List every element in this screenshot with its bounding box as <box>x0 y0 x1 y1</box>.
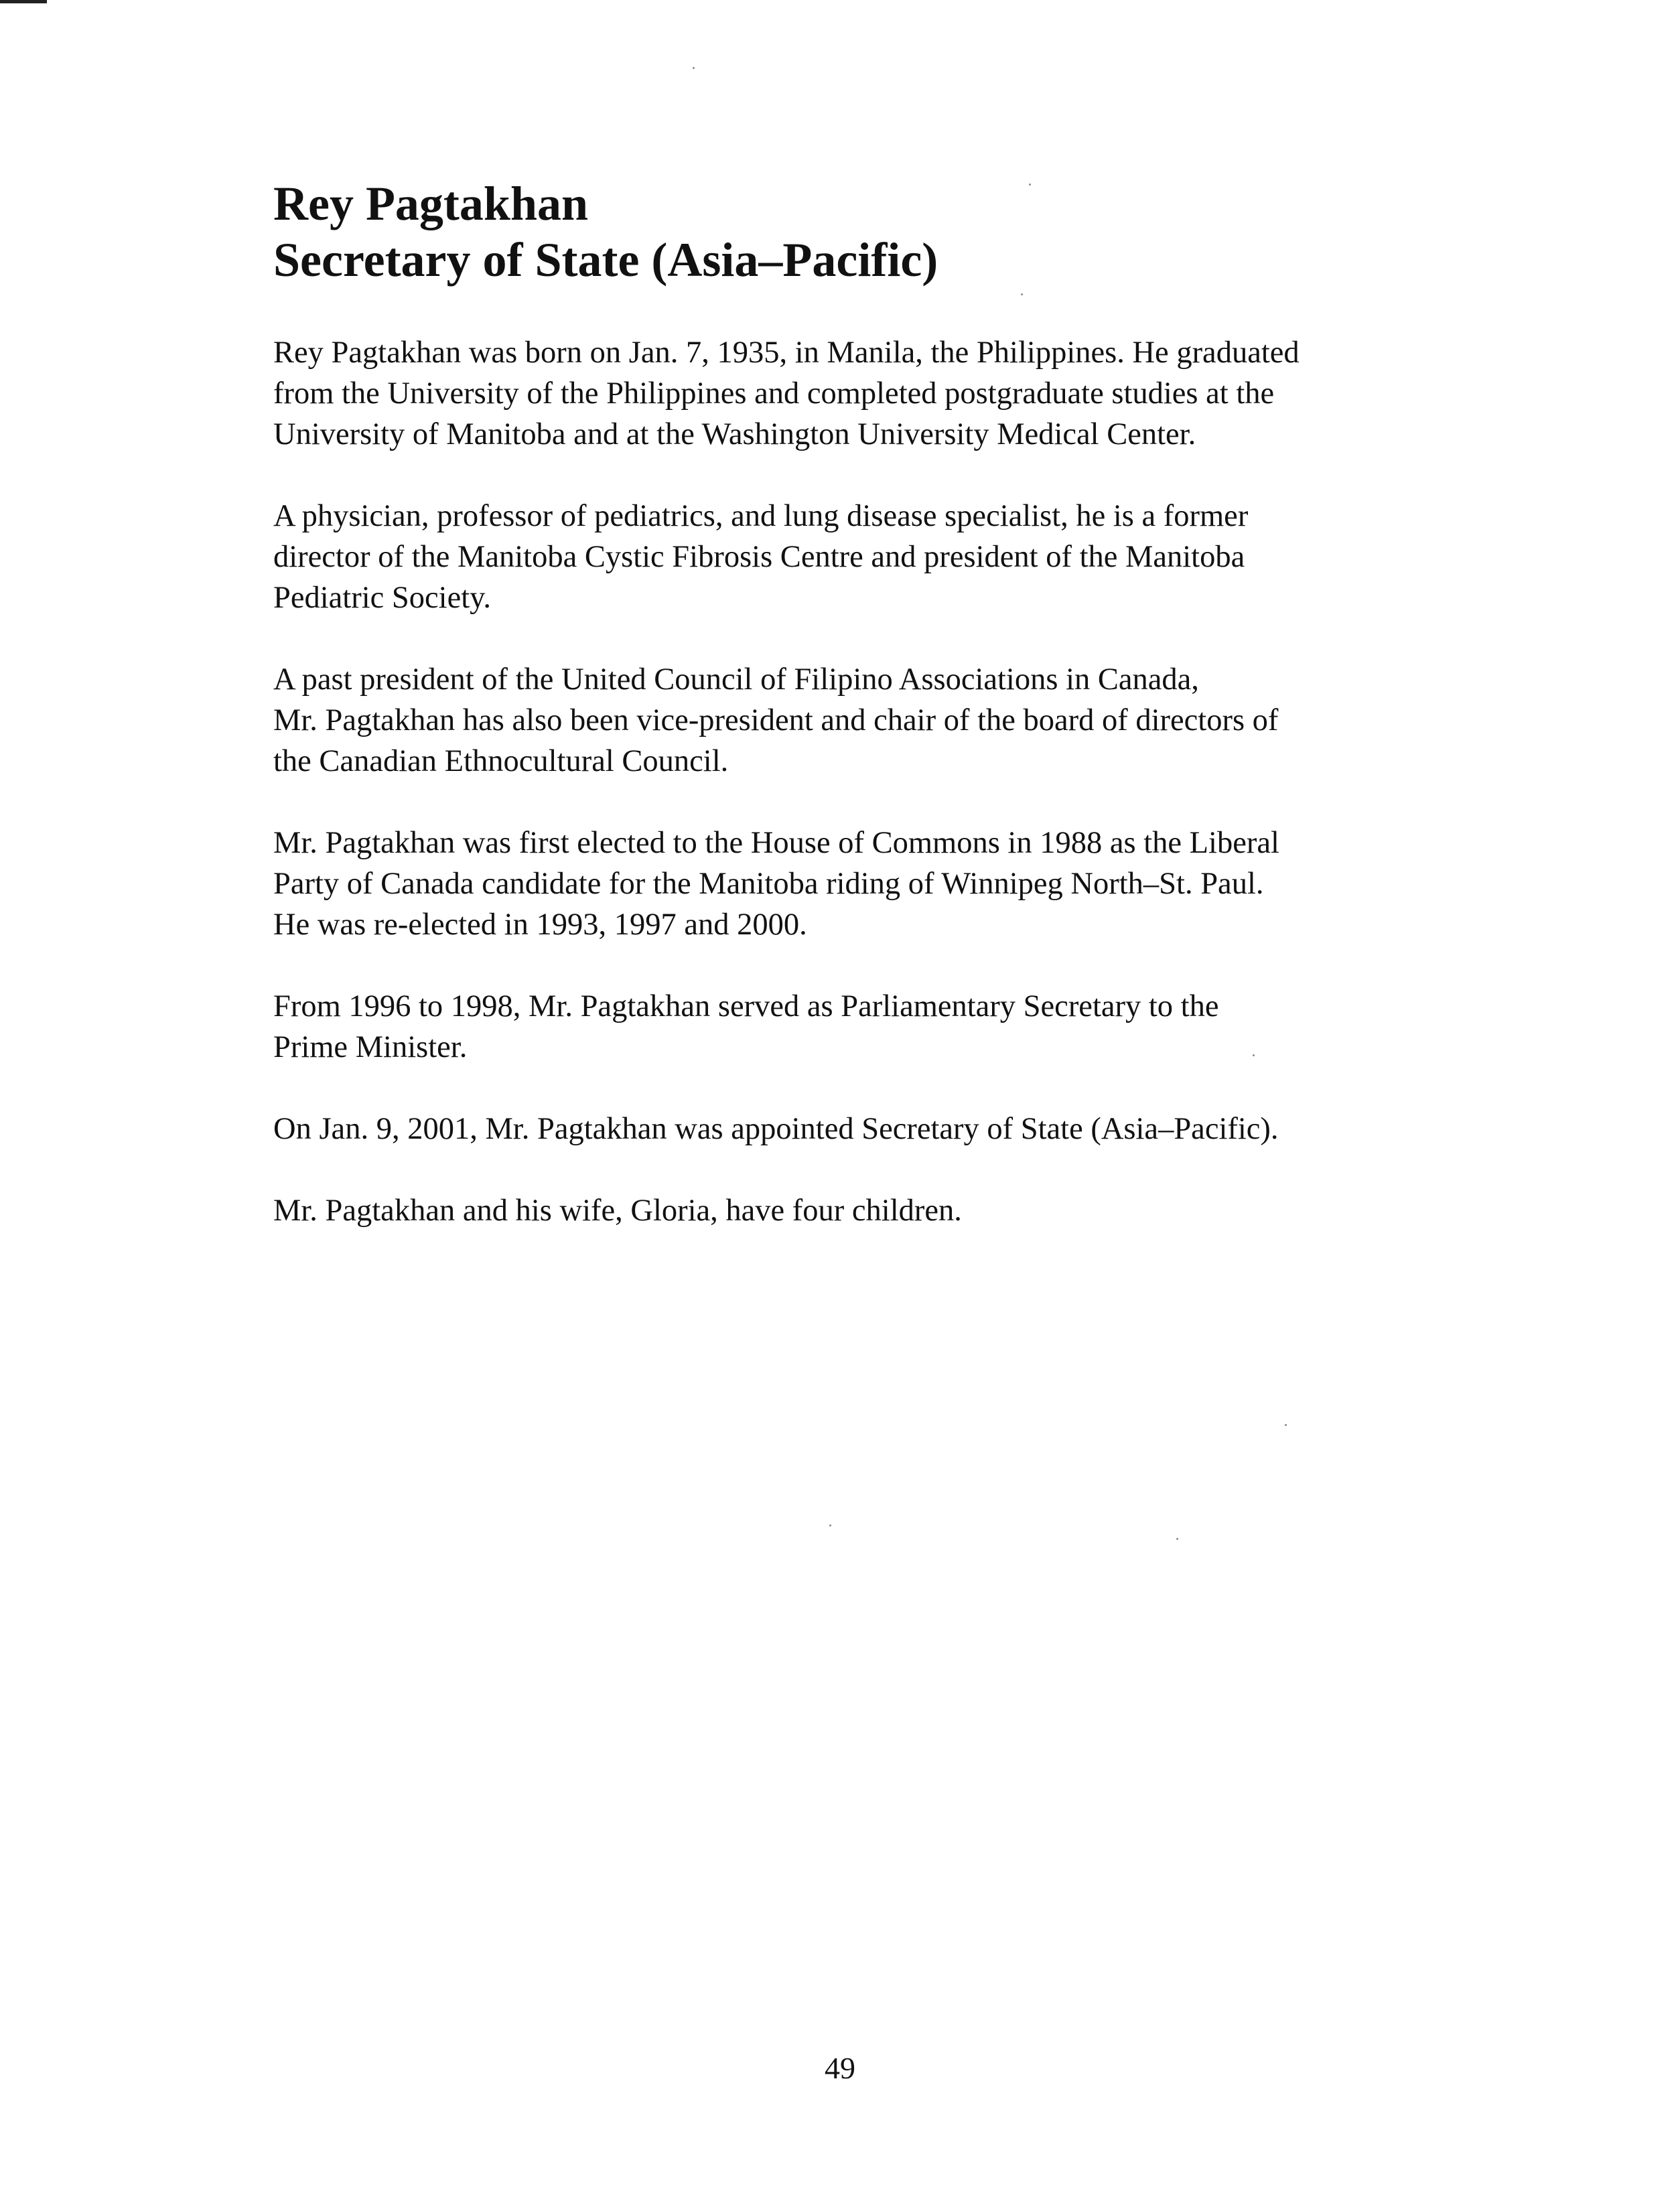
paragraph-birth-education <box>273 332 1425 455</box>
paragraph-medical-career <box>273 496 1425 618</box>
text-line: Prime Minister. <box>273 1030 468 1064</box>
text-line: On Jan. 9, 2001, Mr. Pagtakhan was appointed Secretary of State (Asia–Pacific). <box>273 1112 1279 1146</box>
text-line: Pediatric Society. <box>273 581 491 615</box>
paragraph-family <box>273 1190 1425 1231</box>
scan-speck <box>829 1524 831 1526</box>
text-line: He was re-elected in 1993, 1997 and 2000. <box>273 908 807 942</box>
paragraph-community <box>273 659 1425 782</box>
scan-speck <box>693 67 695 69</box>
page-number: 49 <box>825 2051 855 2085</box>
text-line: University of Manitoba and at the Washington University Medical Center. <box>273 417 1196 451</box>
page-header <box>273 175 1412 288</box>
text-line: director of the Manitoba Cystic Fibrosis Centre and president of the Manitoba <box>273 540 1245 574</box>
position-title: Secretary of State (Asia–Pacific) <box>273 233 938 287</box>
text-line: Party of Canada candidate for the Manitoba riding of Winnipeg North–St. Paul. <box>273 867 1264 901</box>
biography-body <box>273 332 1425 1272</box>
text-line: Mr. Pagtakhan has also been vice-president and chair of the board of directors of <box>273 703 1279 737</box>
text-line: Rey Pagtakhan was born on Jan. 7, 1935, in Manila, the Philippines. He graduated <box>273 336 1300 370</box>
scan-speck <box>1285 1424 1287 1426</box>
scan-speck <box>1029 184 1031 186</box>
text-line: Mr. Pagtakhan and his wife, Gloria, have four children. <box>273 1194 962 1228</box>
person-name: Rey Pagtakhan <box>273 177 589 230</box>
paragraph-appointment <box>273 1109 1425 1149</box>
text-line: A past president of the United Council of Filipino Associations in Canada, <box>273 662 1199 697</box>
paragraph-elections <box>273 823 1425 945</box>
text-line: From 1996 to 1998, Mr. Pagtakhan served as Parliamentary Secretary to the <box>273 989 1219 1023</box>
scan-edge-mark <box>0 0 47 3</box>
scan-speck <box>1176 1538 1178 1540</box>
text-line: Mr. Pagtakhan was first elected to the House of Commons in 1988 as the Liberal <box>273 826 1279 860</box>
text-line: from the University of the Philippines and completed postgraduate studies at the <box>273 376 1275 411</box>
text-line: the Canadian Ethnocultural Council. <box>273 744 729 778</box>
scan-speck <box>1253 1054 1255 1056</box>
text-line: A physician, professor of pediatrics, and lung disease specialist, he is a former <box>273 499 1249 533</box>
scan-speck <box>1021 293 1023 295</box>
